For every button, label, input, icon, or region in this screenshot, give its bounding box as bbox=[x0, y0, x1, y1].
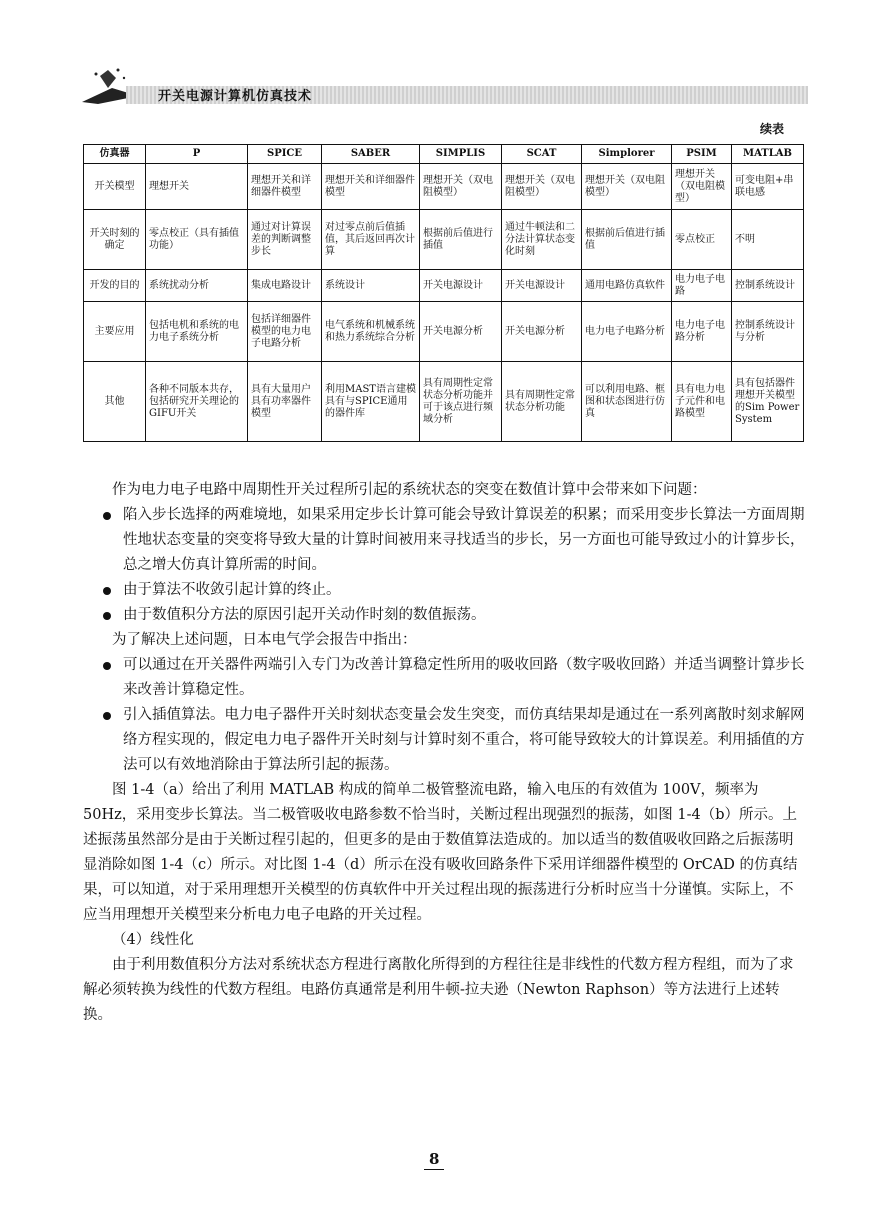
table-cell: 利用MAST语言建模 具有与SPICE通用的器件库 bbox=[322, 362, 420, 442]
column-header: SIMPLIS bbox=[420, 145, 502, 164]
column-header: MATLAB bbox=[732, 145, 804, 164]
bullet-icon bbox=[103, 662, 111, 670]
table-cell: 理想开关和详细器件模型 bbox=[322, 164, 420, 210]
column-header: SCAT bbox=[502, 145, 582, 164]
table-cell: 开关电源分析 bbox=[502, 302, 582, 362]
table-cell: 理想开关（双电阻模型） bbox=[502, 164, 582, 210]
table-cell: 开关电源设计 bbox=[420, 270, 502, 302]
table-cell: 具有电力电子元件和电路模型 bbox=[672, 362, 732, 442]
table-cell: 包括详细器件模型的电力电子电路分析 bbox=[248, 302, 322, 362]
table-cell: 不明 bbox=[732, 210, 804, 270]
table-cell: 根据前后值进行插值 bbox=[420, 210, 502, 270]
bullet-icon bbox=[103, 712, 111, 720]
paragraph: 作为电力电子电路中周期性开关过程所引起的系统状态的突变在数值计算中会带来如下问题： bbox=[112, 482, 707, 498]
bullet-item bbox=[83, 653, 805, 703]
table-cell: 理想开关（双电阻模型） bbox=[672, 164, 732, 210]
page-number: 8 bbox=[424, 1150, 444, 1170]
table-row bbox=[84, 270, 804, 302]
paragraph: 图 1-4（a）给出了利用 MATLAB 构成的简单二极管整流电路，输入电压的有效值为 100V，频率为 50Hz，采用变步长算法。当二极管吸收电路参数不恰当时，关断过程出现强烈的振荡，如图 1-4（b）所示。上述振荡虽然部分是由于关断过程引起的，但更多的是由于数值算法造成的。加以适当的数值吸收回路之后振荡明显消除如图 1-4（c）所示。对比图 1-4（d）所示在没有吸收回路条件下采用详细器件模型的 OrCAD 的仿真结果，可以知道，对于采用理想开关模型的仿真软件中开关过程出现的振荡进行分析时应当十分谨慎。实际上，不应当用理想开关模型来分析电力电子电路的开关过程。 bbox=[83, 782, 798, 923]
row-header: 开关时刻的确定 bbox=[84, 210, 146, 270]
table-cell: 具有大量用户 具有功率器件模型 bbox=[248, 362, 322, 442]
row-header: 开发的目的 bbox=[84, 270, 146, 302]
bullet-item bbox=[83, 503, 805, 578]
body-text bbox=[83, 478, 805, 1028]
table-row bbox=[84, 302, 804, 362]
table-cell: 系统扰动分析 bbox=[146, 270, 248, 302]
table-header-row bbox=[84, 145, 804, 164]
bullet-text: 陷入步长选择的两难境地，如果采用定步长计算可能会导致计算误差的积累；而采用变步长算法一方面周期性地状态变量的突变将导致大量的计算时间被用来寻找适当的步长，另一方面也可能导致过小的计算步长，总之增大仿真计算所需的时间。 bbox=[123, 507, 805, 573]
column-header: PSIM bbox=[672, 145, 732, 164]
table-caption: 续表 bbox=[759, 122, 784, 136]
table-cell: 理想开关（双电阻模型） bbox=[582, 164, 672, 210]
table-cell: 零点校正（具有插值功能） bbox=[146, 210, 248, 270]
bullet-icon bbox=[103, 512, 111, 520]
table-cell: 零点校正 bbox=[672, 210, 732, 270]
table-cell: 理想开关和详细器件模型 bbox=[248, 164, 322, 210]
section-heading: （4）线性化 bbox=[112, 932, 194, 948]
table-cell: 具有周期性定常状态分析功能并可于该点进行频域分析 bbox=[420, 362, 502, 442]
row-header: 其他 bbox=[84, 362, 146, 442]
table-row bbox=[84, 362, 804, 442]
table-cell: 具有周期性定常状态分析功能 bbox=[502, 362, 582, 442]
page-header bbox=[78, 66, 808, 106]
column-header: SABER bbox=[322, 145, 420, 164]
bullet-icon bbox=[103, 612, 111, 620]
table-cell: 电力电子电路分析 bbox=[672, 302, 732, 362]
bullet-item bbox=[83, 603, 805, 628]
table-cell: 可以利用电路、框图和状态图进行仿真 bbox=[582, 362, 672, 442]
table-cell: 通过对计算误差的判断调整步长 bbox=[248, 210, 322, 270]
table-cell: 控制系统设计 bbox=[732, 270, 804, 302]
bullet-item bbox=[83, 578, 805, 603]
bullet-icon bbox=[103, 587, 111, 595]
table-cell: 控制系统设计与分析 bbox=[732, 302, 804, 362]
table-cell: 电力电子电路分析 bbox=[582, 302, 672, 362]
table-cell: 理想开关（双电阻模型） bbox=[420, 164, 502, 210]
paragraph: 为了解决上述问题，日本电气学会报告中指出： bbox=[112, 632, 417, 648]
column-header: 仿真器 bbox=[84, 145, 146, 164]
table-cell: 具有包括器件理想开关模型的Sim Power System bbox=[732, 362, 804, 442]
bullet-text: 引入插值算法。电力电子器件开关时刻状态变量会发生突变，而仿真结果却是通过在一系列离散时刻求解网络方程实现的，假定电力电子器件开关时刻与计算时刻不重合，将可能导致较大的计算误差。利用插值的方法可以有效地消除由于算法所引起的振荡。 bbox=[123, 707, 805, 773]
row-header: 开关模型 bbox=[84, 164, 146, 210]
header-title: 开关电源计算机仿真技术 bbox=[158, 89, 313, 104]
table-row bbox=[84, 164, 804, 210]
column-header: P bbox=[146, 145, 248, 164]
table-cell: 根据前后值进行插值 bbox=[582, 210, 672, 270]
table-cell: 开关电源设计 bbox=[502, 270, 582, 302]
table-cell: 理想开关 bbox=[146, 164, 248, 210]
table-cell: 通过牛顿法和二分法计算状态变化时刻 bbox=[502, 210, 582, 270]
bullet-item bbox=[83, 703, 805, 778]
bullet-text: 由于数值积分方法的原因引起开关动作时刻的数值振荡。 bbox=[123, 607, 486, 623]
column-header: SPICE bbox=[248, 145, 322, 164]
bullet-text: 由于算法不收敛引起计算的终止。 bbox=[123, 582, 341, 598]
table-cell: 开关电源分析 bbox=[420, 302, 502, 362]
table-cell: 可变电阻+串联电感 bbox=[732, 164, 804, 210]
row-header: 主要应用 bbox=[84, 302, 146, 362]
paragraph: 由于利用数值积分方法对系统状态方程进行离散化所得到的方程往往是非线性的代数方程方程组，而为了求解必须转换为线性的代数方程组。电路仿真通常是利用牛顿-拉夫逊（Newton Raphson）等方法进行上述转换。 bbox=[83, 957, 794, 1023]
column-header: Simplorer bbox=[582, 145, 672, 164]
table-cell: 包括电机和系统的电力电子系统分析 bbox=[146, 302, 248, 362]
table-cell: 电力电子电路 bbox=[672, 270, 732, 302]
table-cell: 通用电路仿真软件 bbox=[582, 270, 672, 302]
table-cell: 集成电路设计 bbox=[248, 270, 322, 302]
table-cell: 各种不同版本共存，包括研究开关理论的GIFU开关 bbox=[146, 362, 248, 442]
simulator-comparison-table bbox=[83, 144, 804, 442]
bullet-text: 可以通过在开关器件两端引入专门为改善计算稳定性所用的吸收回路（数字吸收回路）并适当调整计算步长来改善计算稳定性。 bbox=[123, 657, 805, 698]
table-cell: 电气系统和机械系统和热力系统综合分析 bbox=[322, 302, 420, 362]
table-cell: 系统设计 bbox=[322, 270, 420, 302]
table-row bbox=[84, 210, 804, 270]
table-cell: 对过零点前后值插值，其后返回再次计算 bbox=[322, 210, 420, 270]
